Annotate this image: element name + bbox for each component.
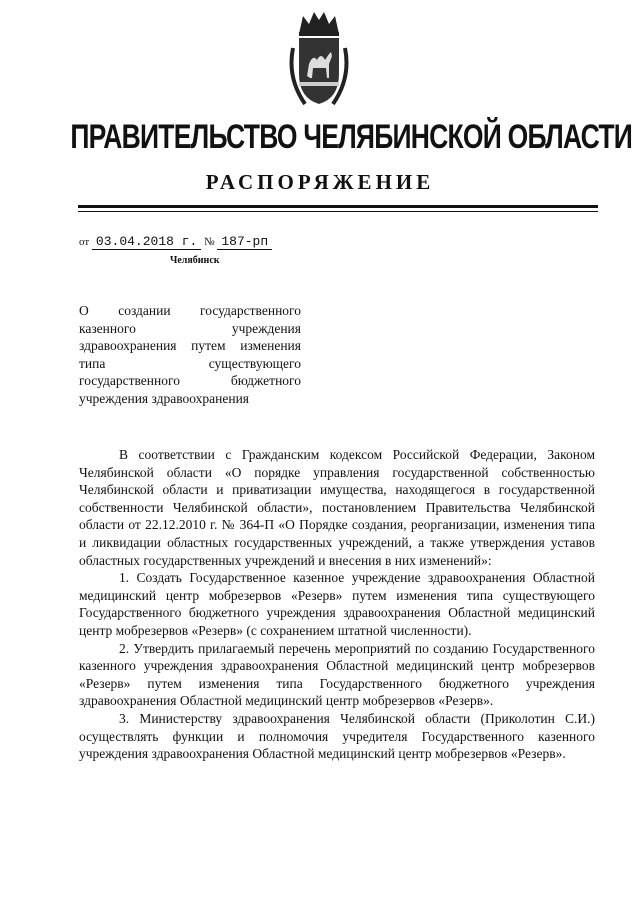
item-paragraph: 3. Министерству здравоохранения Челябинской области (Приколотин С.И.) осуществлять функции и полномочия учредителя Государственного казенного учреждения здравоохранения Областной медицинский центр мобрезервов «Резерв». (79, 710, 595, 762)
government-title: ПРАВИТЕЛЬСТВО ЧЕЛЯБИНСКОЙ ОБЛАСТИ (70, 118, 633, 156)
document-subject: О создании государственного казенного учреждения здравоохранения путем изменения типа существующего государственного бюджетного учреждения здравоохранения (79, 303, 301, 406)
city: Челябинск (170, 255, 220, 266)
document-body (79, 446, 595, 763)
header-rule-thin (78, 211, 598, 212)
item-paragraph: 2. Утвердить прилагаемый перечень мероприятий по созданию Государственного казенного учреждения здравоохранения Областной медицинский центр мобрезервов «Резерв» путем изменения типа Государственного бюджетного учреждения здравоохранения Областной медицинский центр мобрезервов «Резерв». (79, 640, 595, 709)
date-number-line (79, 234, 272, 250)
preamble-paragraph: В соответствии с Гражданским кодексом Российской Федерации, Законом Челябинской области «О порядке управления государственной собственностью Челябинской области и приватизации имущества, находящегося в государственной собственности Челябинской области», постановлением Правительства Челябинской области от 22.12.2010 г. № 364-П «О Порядке создания, реорганизации, изменения типа и ликвидации областных государственных учреждений, а также утверждения уставов областных государственных учреждений и внесения в них изменений»: (79, 447, 595, 568)
document-number: 187-рп (217, 234, 272, 250)
number-prefix: № (204, 236, 215, 248)
coat-of-arms-emblem (287, 8, 351, 110)
document-type: РАСПОРЯЖЕНИЕ (205, 170, 435, 194)
item-paragraph: 1. Создать Государственное казенное учреждение здравоохранения Областной медицинский центр мобрезервов «Резерв» путем изменения типа существующего Государственного бюджетного учреждения здравоохранения Областной медицинский центр мобрезервов «Резерв» (с сохранением штатной численности). (79, 570, 595, 638)
header-rule-thick (78, 205, 598, 208)
document-date: 03.04.2018 г. (92, 234, 201, 250)
date-prefix: от (79, 236, 90, 248)
